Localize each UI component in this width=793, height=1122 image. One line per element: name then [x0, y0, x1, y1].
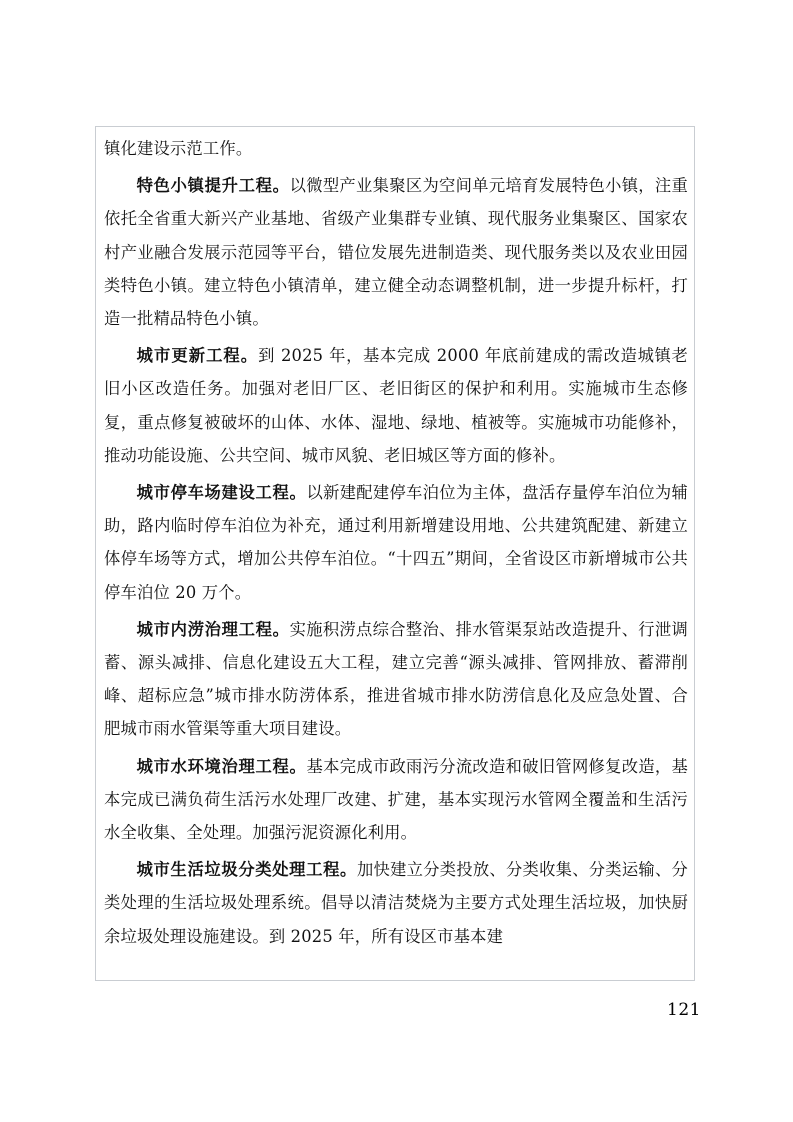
- paragraph-text: 镇化建设示范工作。: [104, 139, 253, 158]
- paragraph-3: [104, 476, 688, 609]
- paragraph-6: [104, 853, 688, 953]
- paragraph-text: 加快建立分类投放、分类收集、分类运输、分类处理的生活垃圾处理系统。倡导以清洁焚烧为主要方式处理生活垃圾，加快厨余垃圾处理设施建设。到 2025 年，所有设区市基本建: [104, 860, 688, 946]
- paragraph-text: 实施积涝点综合整治、排水管渠泵站改造提升、行泄调蓄、源头减排、信息化建设五大工程，建立完善“源头减排、管网排放、蓄滞削峰、超标应急”城市排水防涝体系，推进省城市排水防涝信息化及应急处置、合肥城市雨水管渠等重大项目建设。: [104, 619, 688, 739]
- paragraph-4: [104, 613, 688, 746]
- paragraph-lead: 城市内涝治理工程。: [136, 619, 290, 639]
- paragraph-text: 基本完成市政雨污分流改造和破旧管网修复改造，基本完成已满负荷生活污水处理厂改建、扩建，基本实现污水管网全覆盖和生活污水全收集、全处理。加强污泥资源化利用。: [104, 756, 688, 843]
- page-number: 121: [667, 1000, 701, 1020]
- paragraph-0: [104, 132, 688, 165]
- paragraph-lead: 城市更新工程。: [136, 346, 259, 366]
- page-body: [100, 132, 692, 957]
- paragraph-5: [104, 750, 688, 850]
- paragraph-text: 以新建配建停车泊位为主体，盘活存量停车泊位为辅助，路内临时停车泊位为补充，通过利用新增建设用地、公共建筑配建、新建立体停车场等方式，增加公共停车泊位。“十四五”期间，全省设区市新增城市公共停车泊位 20 万个。: [104, 483, 688, 602]
- paragraph-text: 到 2025 年，基本完成 2000 年底前建成的需改造城镇老旧小区改造任务。加强对老旧厂区、老旧街区的保护和利用。实施城市生态修复，重点修复被破坏的山体、水体、湿地、绿地、植被等。实施城市功能修补，推动功能设施、公共空间、城市风貌、老旧城区等方面的修补。: [104, 346, 688, 465]
- paragraph-lead: 城市停车场建设工程。: [136, 483, 307, 503]
- paragraph-lead: 城市生活垃圾分类处理工程。: [136, 860, 357, 880]
- paragraph-text: 以微型产业集聚区为空间单元培育发展特色小镇，注重依托全省重大新兴产业基地、省级产业集群专业镇、现代服务业集聚区、国家农村产业融合发展示范园等平台，错位发展先进制造类、现代服务类以及农业田园类特色小镇。建立特色小镇清单，建立健全动态调整机制，进一步提升标杆，打造一批精品特色小镇。: [104, 176, 688, 329]
- paragraph-lead: 城市水环境治理工程。: [136, 756, 307, 776]
- paragraph-lead: 特色小镇提升工程。: [136, 176, 290, 196]
- paragraph-1: [104, 169, 688, 335]
- paragraph-2: [104, 339, 688, 472]
